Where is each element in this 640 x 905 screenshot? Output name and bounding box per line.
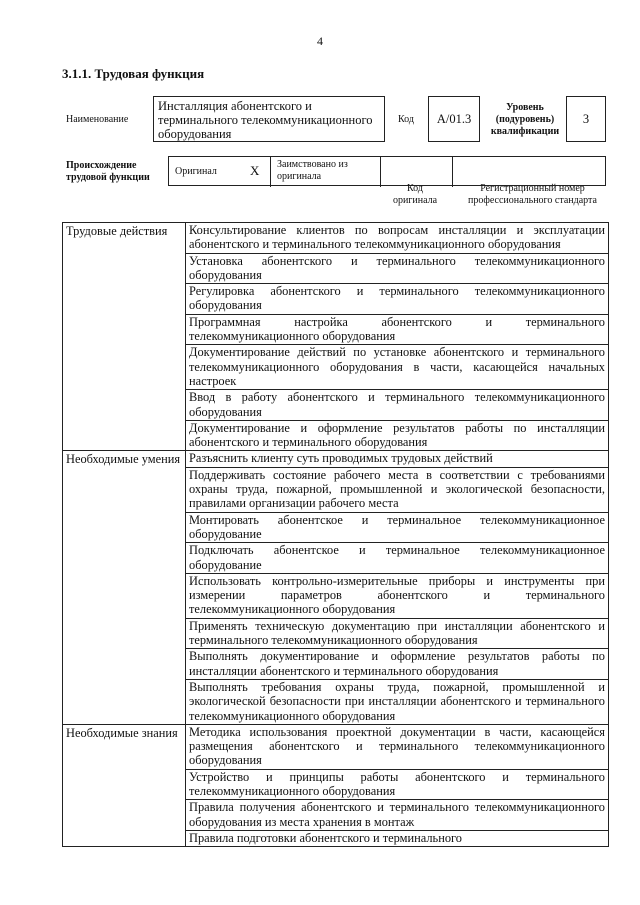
item-cell: Выполнять требования охраны труда, пожарной, промышленной и экологической безопасности при инсталляции абонентского и терминального телекоммуникационного оборудования xyxy=(186,679,609,724)
item-cell: Использовать контрольно-измерительные приборы и инструменты при измерении параметров абонентского и терминального телекоммуникационного оборудования xyxy=(186,573,609,618)
function-level-box: 3 xyxy=(566,96,606,142)
code-original-label: Код оригинала xyxy=(392,183,438,206)
item-cell: Подключать абонентское и терминальное телекоммуникационное оборудование xyxy=(186,543,609,574)
function-details-table xyxy=(62,222,609,847)
item-cell: Консультирование клиентов по вопросам инсталляции и эксплуатации абонентского и терминального телекоммуникационного оборудования xyxy=(186,223,609,254)
level-label: Уровень (подуровень) квалификации xyxy=(490,102,560,137)
item-cell: Поддерживать состояние рабочего места в соответствии с требованиями охраны труда, пожарной, промышленной и экологической безопасности, правилами организации рабочего места xyxy=(186,467,609,512)
origin-label: Происхождение трудовой функции xyxy=(66,160,150,183)
borrowed-label: Заимствовано из оригинала xyxy=(277,159,348,182)
item-cell: Монтировать абонентское и терминальное телекоммуникационное оборудование xyxy=(186,512,609,543)
item-cell: Ввод в работу абонентского и терминального телекоммуникационного оборудования xyxy=(186,390,609,421)
original-mark: X xyxy=(250,163,260,178)
item-cell: Программная настройка абонентского и терминального телекоммуникационного оборудования xyxy=(186,314,609,345)
item-cell: Выполнять документирование и оформление результатов работы по инсталляции абонентского и терминального оборудования xyxy=(186,649,609,680)
original-label: Оригинал xyxy=(175,166,217,177)
table-row xyxy=(63,724,609,769)
table-row xyxy=(63,223,609,254)
category-cell: Необходимые умения xyxy=(63,451,186,724)
item-cell: Правила подготовки абонентского и терминального xyxy=(186,830,609,846)
name-label: Наименование xyxy=(66,114,129,125)
item-cell: Разъяснить клиенту суть проводимых трудовых действий xyxy=(186,451,609,467)
page-number: 4 xyxy=(317,34,323,48)
function-name-box: Инсталляция абонентского и терминального телекоммуникационного оборудования xyxy=(153,96,385,142)
item-cell: Установка абонентского и терминального телекоммуникационного оборудования xyxy=(186,253,609,284)
item-cell: Применять техническую документацию при инсталляции абонентского и терминального телекоммуникационного оборудования xyxy=(186,618,609,649)
item-cell: Документирование и оформление результатов работы по инсталляции абонентского и терминального оборудования xyxy=(186,420,609,451)
item-cell: Устройство и принципы работы абонентского и терминального телекоммуникационного оборудования xyxy=(186,769,609,800)
category-cell: Необходимые знания xyxy=(63,724,186,846)
function-code-box: A/01.3 xyxy=(428,96,480,142)
section-title: 3.1.1. Трудовая функция xyxy=(62,66,205,81)
code-label: Код xyxy=(398,114,414,125)
borrowed-cell xyxy=(271,157,381,187)
origin-row xyxy=(168,156,606,186)
item-cell: Регулировка абонентского и терминального телекоммуникационного оборудования xyxy=(186,284,609,315)
reg-number-label: Регистрационный номер профессионального стандарта xyxy=(468,183,597,206)
item-cell: Правила получения абонентского и терминального телекоммуникационного оборудования из места хранения в монтаж xyxy=(186,800,609,831)
original-cell xyxy=(169,157,271,187)
item-cell: Методика использования проектной документации в части, касающейся размещения абонентского и терминального телекоммуникационного оборудования xyxy=(186,724,609,769)
category-cell: Трудовые действия xyxy=(63,223,186,451)
table-row xyxy=(63,451,609,467)
item-cell: Документирование действий по установке абонентского и терминального телекоммуникационного оборудования в части, касающейся начальных настроек xyxy=(186,345,609,390)
